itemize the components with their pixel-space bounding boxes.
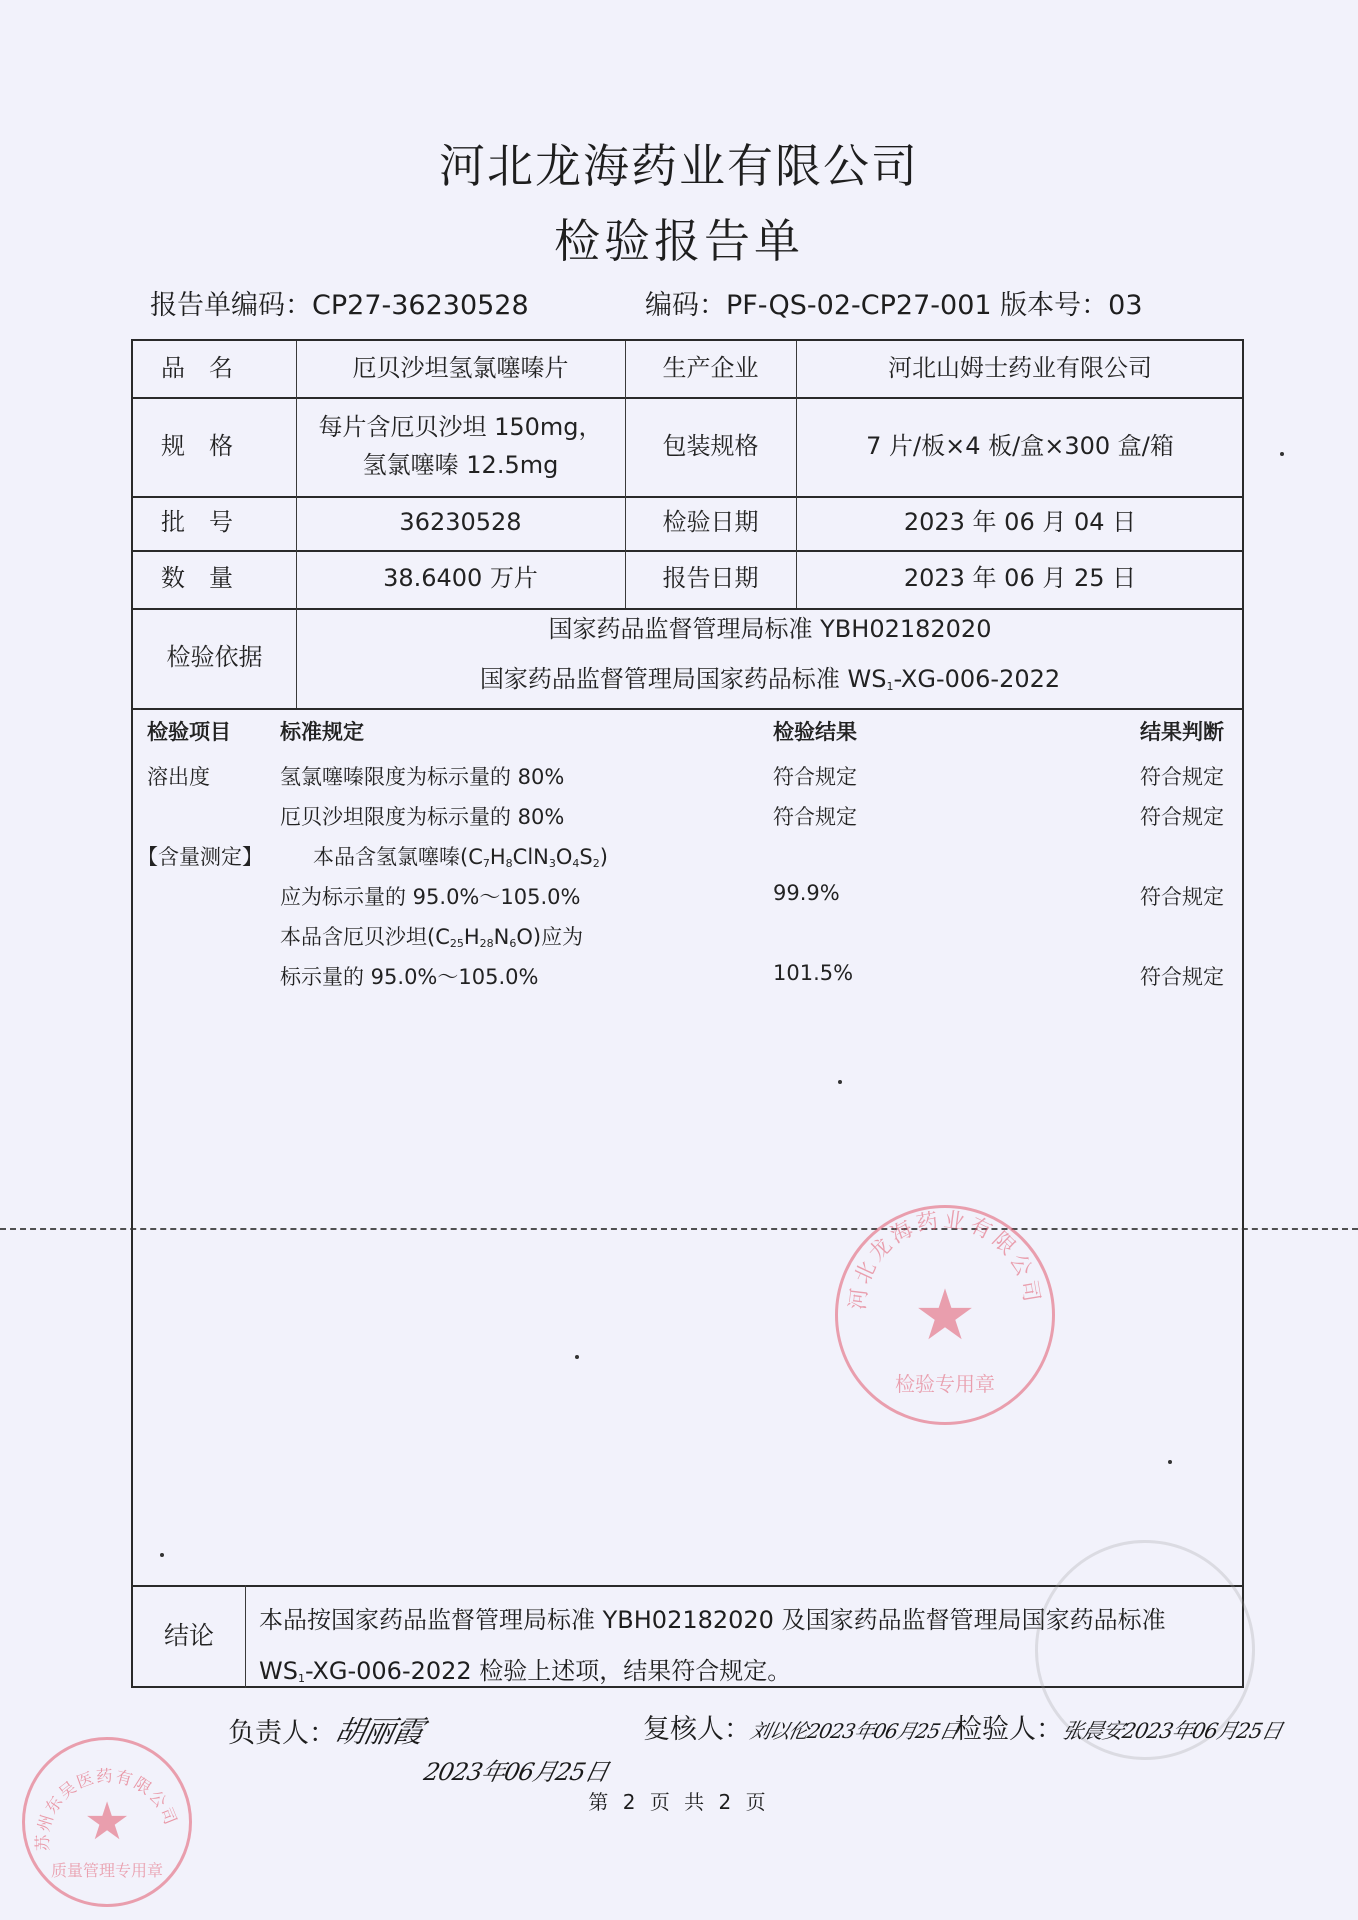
fold-line (0, 1228, 1358, 1230)
quality-seal-stamp (22, 1737, 192, 1907)
dissolution-standard-2: 厄贝沙坦限度为标示量的 80% (280, 805, 565, 829)
batch-value: 36230528 (399, 508, 522, 537)
scan-speck (160, 1553, 164, 1557)
basis-line-2: 国家药品监督管理局国家药品标准 $WS_1-XG-006-2022$ (479, 665, 1061, 693)
report-table (131, 339, 1244, 1688)
scan-speck (1168, 1460, 1172, 1464)
scan-speck (838, 1080, 842, 1084)
dissolution-item: 溶出度 (147, 765, 210, 789)
company-title: 河北龙海药业有限公司 (439, 139, 919, 193)
package-label: 包装规格 (662, 431, 759, 460)
package-value: 7 片/板×4 板/盒×300 盒/箱 (866, 431, 1174, 460)
basis-line-1: 国家药品监督管理局标准 YBH02182020 (548, 615, 992, 643)
version-label: 版本号： (1000, 290, 1109, 321)
header-judgement: 结果判断 (1140, 720, 1224, 744)
dissolution-result-1: 符合规定 (773, 765, 857, 789)
assay-irb-line-2: 标示量的 95.0%～105.0% (280, 965, 539, 989)
scan-speck (1280, 452, 1284, 456)
svg-text:河北龙海药业有限公司: 河北龙海药业有限公司 (845, 1208, 1045, 1312)
reviewer-handwriting: 刘以伦2023年06月25日 (748, 1719, 962, 1743)
quantity-label: 数 量 (161, 564, 233, 593)
header-standard: 标准规定 (280, 720, 364, 744)
report-number (150, 283, 529, 322)
product-name-value: 厄贝沙坦氢氯噻嗪片 (352, 354, 569, 383)
page-number: 第 2 页 共 2 页 (588, 1790, 770, 1814)
svg-text:苏州东吴医药有限公司: 苏州东吴医药有限公司 (33, 1766, 181, 1852)
version-value: 03 (1108, 290, 1143, 321)
assay-irb-line-1: 本品含厄贝沙坦$(C_{25}H_{28}N_6O)$应为 (280, 925, 584, 950)
quality-seal-bottom-text: 质量管理专用章 (50, 1861, 163, 1880)
test-date-label: 检验日期 (662, 508, 759, 537)
product-name-label: 品 名 (161, 354, 233, 383)
dissolution-result-2: 符合规定 (773, 805, 857, 829)
star-icon: ★ (83, 1792, 131, 1852)
scan-speck (575, 1355, 579, 1359)
assay-irb-result: 101.5% (773, 961, 854, 985)
report-number-label: 报告单编码： (150, 290, 312, 321)
assay-hctz-line-1: 本品含氢氯噻嗪$(C_7H_8ClN_3O_4S_2)$ (313, 845, 608, 870)
inspector-handwriting: 张晨安2023年06月25日 (1060, 1719, 1285, 1743)
report-date-value: 2023 年 06 月 25 日 (903, 564, 1137, 593)
assay-hctz-result: 99.9% (773, 881, 840, 905)
form-code (645, 283, 1143, 322)
dissolution-judgement-1: 符合规定 (1140, 765, 1224, 789)
manufacturer-label: 生产企业 (662, 354, 759, 383)
conclusion-line-2: $WS_1-XG-006-2022$ 检验上述项，结果符合规定。 (259, 1657, 792, 1685)
code-label: 编码： (645, 290, 726, 321)
header-result: 检验结果 (773, 720, 857, 744)
assay-irb-judgement: 符合规定 (1140, 965, 1224, 989)
basis-label: 检验依据 (166, 643, 263, 672)
spec-label: 规 格 (161, 431, 233, 460)
report-date-label: 报告日期 (662, 564, 759, 593)
reviewer-label: 复核人： (643, 1714, 751, 1745)
dissolution-judgement-2: 符合规定 (1140, 805, 1224, 829)
company-seal-stamp (835, 1205, 1055, 1425)
spec-value (296, 397, 625, 496)
seal-bottom-text: 检验专用章 (895, 1372, 995, 1396)
batch-label: 批 号 (161, 508, 233, 537)
responsible-label: 负责人： (228, 1718, 336, 1749)
conclusion-line-1: 本品按国家药品监督管理局标准 YBH02182020 及国家药品监督管理局国家药品标准 (259, 1606, 1166, 1634)
reviewer-signature (643, 1707, 962, 1746)
responsible-signature (228, 1707, 426, 1751)
assay-hctz-judgement: 符合规定 (1140, 885, 1224, 909)
responsible-date: 2023年06月25日 (421, 1758, 611, 1786)
spec-line-1: 每片含厄贝沙坦 150mg， (318, 413, 603, 442)
assay-hctz-line-2: 应为标示量的 95.0%～105.0% (280, 885, 581, 909)
conclusion-label: 结论 (163, 1621, 214, 1651)
dissolution-standard-1: 氢氯噻嗪限度为标示量的 80% (280, 765, 565, 789)
spec-line-2: 氢氯噻嗪 12.5mg (362, 450, 559, 479)
test-date-value: 2023 年 06 月 04 日 (903, 508, 1137, 537)
inspector-signature (955, 1707, 1285, 1746)
report-number-value: CP27-36230528 (312, 290, 529, 321)
basis-value (296, 608, 1244, 708)
quantity-value: 38.6400 万片 (383, 564, 538, 593)
star-icon: ★ (913, 1274, 977, 1356)
document-title: 检验报告单 (554, 214, 804, 268)
header-test-item: 检验项目 (147, 720, 231, 744)
inspector-label: 检验人： (955, 1714, 1063, 1745)
responsible-handwriting: 胡丽霞 (331, 1715, 426, 1750)
manufacturer-value: 河北山姆士药业有限公司 (888, 354, 1152, 383)
assay-item: 【含量测定】 (137, 845, 263, 869)
code-value: PF-QS-02-CP27-001 (726, 290, 992, 321)
